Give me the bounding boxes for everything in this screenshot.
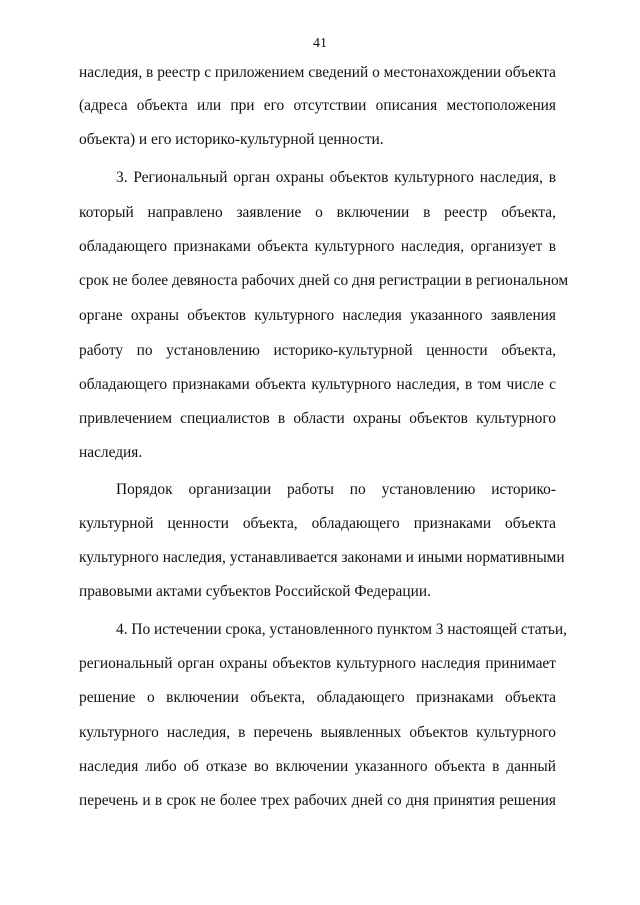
text-line: работу по установлению историко-культурной ценности объекта, — [79, 342, 556, 359]
text-line: наследия. — [79, 444, 143, 461]
text-line: органе охраны объектов культурного наследия указанного заявления — [79, 307, 556, 324]
text-line: Порядок организации работы по установлению историко- — [116, 481, 556, 498]
text-line: наследия, в реестр с приложением сведений о местонахождении объекта — [79, 64, 556, 81]
page-number: 41 — [313, 36, 327, 51]
text-line: перечень и в срок не более трех рабочих дней со дня принятия решения — [79, 792, 556, 809]
text-line: обладающего признаками объекта культурного наследия, организует в — [79, 238, 556, 255]
text-line: решение о включении объекта, обладающего признаками объекта — [79, 689, 556, 706]
text-line: культурного наследия, в перечень выявленных объектов культурного — [79, 724, 556, 741]
text-line: который направлено заявление о включении в реестр объекта, — [79, 204, 556, 221]
text-line: 3. Региональный орган охраны объектов культурного наследия, в — [116, 169, 556, 186]
text-line: культурного наследия, устанавливается законами и иными нормативными — [79, 549, 565, 566]
text-line: культурной ценности объекта, обладающего признаками объекта — [79, 515, 556, 532]
text-line: региональный орган охраны объектов культурного наследия принимает — [79, 655, 556, 672]
text-line: правовыми актами субъектов Российской Федерации. — [79, 583, 431, 600]
text-line: 4. По истечении срока, установленного пунктом 3 настоящей статьи, — [116, 621, 568, 638]
text-line: наследия либо об отказе во включении указанного объекта в данный — [79, 758, 556, 775]
text-line: объекта) и его историко-культурной ценности. — [79, 131, 384, 148]
text-line: срок не более девяноста рабочих дней со дня регистрации в региональном — [79, 272, 569, 289]
text-line: (адреса объекта или при его отсутствии описания местоположения — [79, 97, 556, 114]
text-line: обладающего признаками объекта культурного наследия, в том числе с — [79, 376, 556, 393]
text-line: привлечением специалистов в области охраны объектов культурного — [79, 410, 556, 427]
